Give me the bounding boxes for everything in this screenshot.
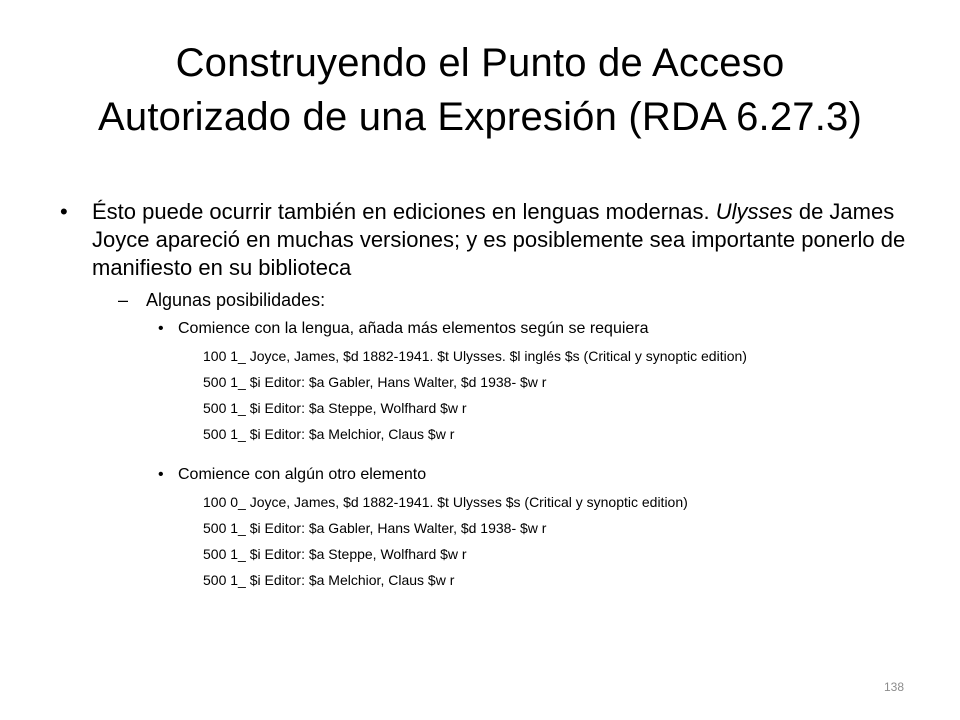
title-line-1: Construyendo el Punto de Acceso <box>175 41 785 85</box>
slide-title <box>0 36 960 144</box>
page-number: 138 <box>883 680 904 694</box>
marc-record: 500 1_ $i Editor: $a Steppe, Wolfhard $w r <box>203 546 467 562</box>
marc-record: 100 1_ Joyce, James, $d 1882-1941. $t Ulysses. $l inglés $s (Critical y synoptic edition) <box>203 348 747 364</box>
main-bullet-text-after: de James Joyce apareció en muchas versiones; y es posiblemente sea importante ponerlo de manifiesto en su biblioteca <box>92 199 906 280</box>
option-2 <box>158 464 910 486</box>
marc-record: 500 1_ $i Editor: $a Gabler, Hans Walter, $d 1938- $w r <box>203 374 547 390</box>
main-bullet-italic-title: Ulysses <box>715 199 793 224</box>
sub-bullet <box>118 288 910 312</box>
bullet-icon: • <box>158 320 164 337</box>
marc-record: 100 0_ Joyce, James, $d 1882-1941. $t Ulysses $s (Critical y synoptic edition) <box>203 494 688 510</box>
main-bullet <box>60 198 910 282</box>
option-1 <box>158 318 910 340</box>
option-2-label: Comience con algún otro elemento <box>178 466 427 483</box>
marc-record: 500 1_ $i Editor: $a Steppe, Wolfhard $w r <box>203 400 467 416</box>
marc-record: 500 1_ $i Editor: $a Melchior, Claus $w r <box>203 426 455 442</box>
main-bullet-text-before: Ésto puede ocurrir también en ediciones en lenguas modernas. <box>92 199 716 224</box>
bullet-icon: • <box>158 466 164 483</box>
slide-body <box>60 198 910 588</box>
marc-record: 500 1_ $i Editor: $a Gabler, Hans Walter, $d 1938- $w r <box>203 520 547 536</box>
option-1-label: Comience con la lengua, añada más elementos según se requiera <box>178 320 649 337</box>
title-line-2: Autorizado de una Expresión (RDA 6.27.3) <box>98 95 862 139</box>
marc-record: 500 1_ $i Editor: $a Melchior, Claus $w r <box>203 572 455 588</box>
sub-bullet-text: Algunas posibilidades: <box>146 290 326 310</box>
bullet-icon: • <box>60 199 68 224</box>
dash-icon: – <box>118 290 129 310</box>
